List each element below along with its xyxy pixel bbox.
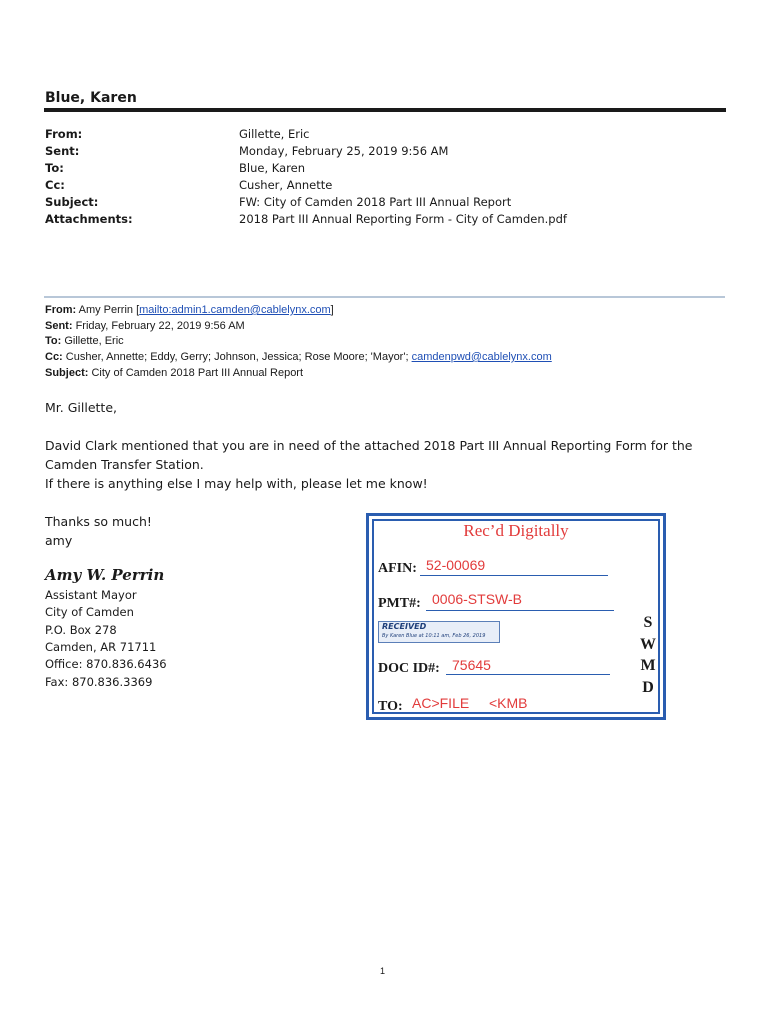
forwarded-to-line [45,334,124,350]
sent-label: Sent: [45,144,80,158]
cc-label: Cc: [45,178,65,192]
signature-office-phone: Office: 870.836.6436 [45,657,167,671]
to-label: To: [45,161,64,175]
doc-id-value: 75645 [452,657,491,673]
forwarded-cc-label: Cc: [45,351,63,363]
forwarded-sent-value: Friday, February 22, 2019 9:56 AM [75,320,245,332]
forwarded-sent-line [45,319,245,335]
receipt-stamp-inner-border [372,519,660,714]
pmt-value: 0006-STSW-B [432,591,522,607]
stamp-side-letter-d: D [642,679,654,696]
from-label: From: [45,127,83,141]
attachments-label: Attachments: [45,212,133,226]
pmt-underline [426,610,614,611]
stamp-side-letter-w: W [640,636,656,653]
to-routing-underline [406,712,608,713]
forwarded-cc-line [45,350,552,366]
forwarded-cc-value: Cusher, Annette; Eddy, Gerry; Johnson, Jessica; Rose Moore; 'Mayor'; [65,351,409,363]
signature-org: City of Camden [45,605,134,619]
signature-po-box: P.O. Box 278 [45,623,117,637]
afin-underline [420,575,608,576]
signature-city: Camden, AR 71711 [45,640,157,654]
thanks-line: Thanks so much! [45,514,152,529]
subject-label: Subject: [45,195,99,209]
stamp-side-letter-s: S [643,614,653,631]
signature-name: Amy W. Perrin [45,566,165,584]
forwarded-to-label: To: [45,335,62,347]
closing-name: amy [45,533,73,548]
attachment-file[interactable]: 2018 Part III Annual Reporting Form - City of Camden.pdf [239,212,567,226]
forwarded-from-close: ] [330,304,334,316]
forwarded-subject-value: City of Camden 2018 Part III Annual Report [91,367,304,379]
forwarded-divider [44,296,725,298]
body-paragraph-line-1: David Clark mentioned that you are in need of the attached 2018 Part III Annual Reporting Form for the [45,438,693,453]
forwarded-from-email-link[interactable]: mailto:admin1.camden@cablelynx.com [139,304,331,316]
forwarded-from-name: Amy Perrin [ [78,304,140,316]
pmt-label: PMT#: [378,596,421,611]
body-paragraph-line-2: Camden Transfer Station. [45,457,204,472]
to-routing-value: AC>FILE [412,695,470,711]
forwarded-sent-label: Sent: [45,320,73,332]
forwarded-cc-email-link[interactable]: camdenpwd@cablelynx.com [411,351,552,363]
to-routing-label: TO: [378,699,403,714]
signature-title: Assistant Mayor [45,588,137,602]
afin-label: AFIN: [378,561,417,576]
to-routing-initials: <KMB [489,695,528,711]
forwarded-subject-label: Subject: [45,367,89,379]
forwarded-from-line [45,303,334,319]
mailbox-owner-name: Blue, Karen [45,90,137,106]
subject-value: FW: City of Camden 2018 Part III Annual Report [239,195,512,209]
doc-id-label: DOC ID#: [378,661,440,676]
from-value: Gillette, Eric [239,127,310,141]
header-divider [44,108,726,112]
received-badge-title: RECEIVED [382,622,427,631]
page-number: 1 [380,966,386,976]
cc-value: Cusher, Annette [239,178,333,192]
to-value: Blue, Karen [239,161,305,175]
greeting: Mr. Gillette, [45,400,117,415]
received-badge-detail: By Karen Blue at 10:11 am, Feb 26, 2019 [382,633,486,639]
forwarded-subject-line [45,366,303,382]
stamp-side-letter-m: M [640,657,656,674]
forwarded-to-value: Gillette, Eric [64,335,124,347]
doc-id-underline [446,674,610,675]
sent-value: Monday, February 25, 2019 9:56 AM [239,144,449,158]
afin-value: 52-00069 [426,557,486,573]
stamp-title: Rec’d Digitally [463,521,569,540]
body-paragraph-2: If there is anything else I may help with, please let me know! [45,476,428,491]
signature-fax: Fax: 870.836.3369 [45,675,153,689]
forwarded-from-label: From: [45,304,77,316]
